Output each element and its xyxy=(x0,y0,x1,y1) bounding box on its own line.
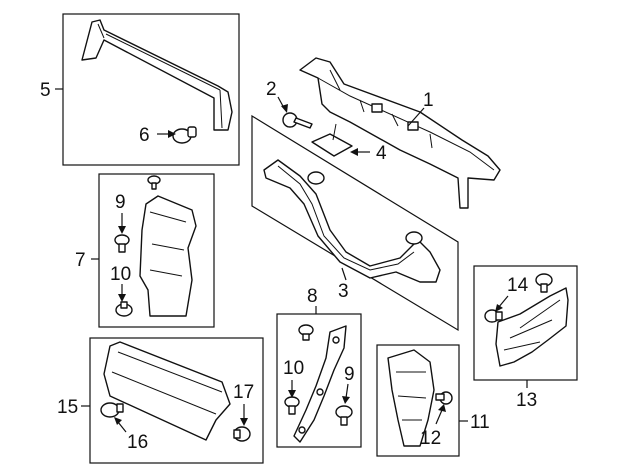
lower-support-bar xyxy=(264,160,440,282)
callout-3: 3 xyxy=(338,281,349,302)
pin-9-left xyxy=(115,235,129,252)
group-15-box xyxy=(90,338,263,463)
pin-10-mid xyxy=(285,397,299,414)
arrow-12 xyxy=(438,404,446,412)
callout-17: 17 xyxy=(233,382,255,403)
callout-13: 13 xyxy=(516,390,538,411)
callout-2: 2 xyxy=(266,79,277,100)
bolt-12 xyxy=(436,392,452,404)
pin-10-left xyxy=(116,302,132,316)
pin-8-top xyxy=(299,325,313,340)
group-7-box xyxy=(99,174,214,327)
arrow-16 xyxy=(114,417,122,425)
bracket-4 xyxy=(312,124,352,156)
bracket-hole-b xyxy=(317,389,323,395)
arrow-9-mid xyxy=(342,396,350,404)
arrow-17 xyxy=(240,418,248,426)
tie-bar-slot-b xyxy=(408,122,418,130)
bolt-2 xyxy=(283,113,312,128)
arrow-14 xyxy=(495,304,503,312)
group-8-box xyxy=(277,314,361,447)
callout-16: 16 xyxy=(127,432,149,453)
support-mount-a xyxy=(308,172,324,184)
callout-5: 5 xyxy=(40,80,51,101)
tie-bar-body xyxy=(300,58,500,208)
side-shield-part xyxy=(496,288,568,366)
callout-11: 11 xyxy=(470,412,490,433)
pushpin-6 xyxy=(173,127,196,143)
arrow-10-left xyxy=(118,294,126,302)
callout-8: 8 xyxy=(307,286,318,307)
side-bracket-part xyxy=(294,326,346,442)
bracket-hole-c xyxy=(299,427,305,433)
deflector-part xyxy=(140,196,196,316)
callout-14: 14 xyxy=(507,275,529,296)
pin-17 xyxy=(234,427,250,441)
callout-12: 12 xyxy=(420,428,442,449)
arrow-4 xyxy=(350,148,358,156)
leader-3 xyxy=(342,268,346,280)
pin-13-top xyxy=(536,274,552,292)
arrow-9-left xyxy=(118,226,126,234)
bracket-hole-a xyxy=(333,337,339,343)
leader-16 xyxy=(118,422,126,432)
callout-9-mid: 9 xyxy=(344,364,355,385)
brace-edge-lines xyxy=(98,24,222,128)
callout-7: 7 xyxy=(75,250,86,271)
pin-14 xyxy=(485,310,502,322)
callout-9-left: 9 xyxy=(115,192,126,213)
callout-15: 15 xyxy=(57,397,79,418)
callout-10-left: 10 xyxy=(110,264,132,285)
brace-part xyxy=(82,20,232,130)
callout-1: 1 xyxy=(423,90,434,111)
tie-bar-slot-a xyxy=(372,104,382,112)
callout-6: 6 xyxy=(139,125,150,146)
group-11-box xyxy=(377,345,459,456)
leader-12 xyxy=(436,410,442,424)
pin-9-mid xyxy=(336,406,352,425)
pin-top xyxy=(148,176,160,189)
group-5-box xyxy=(63,14,239,165)
pin-16 xyxy=(101,403,123,417)
group-13-box xyxy=(474,266,577,380)
lower-shield-part xyxy=(104,342,230,440)
upper-tie-bar-1 xyxy=(300,58,500,208)
support-mount-b xyxy=(406,232,422,244)
leader-9-mid xyxy=(346,384,348,398)
callout-4: 4 xyxy=(376,143,387,164)
callout-10-mid: 10 xyxy=(283,358,305,379)
